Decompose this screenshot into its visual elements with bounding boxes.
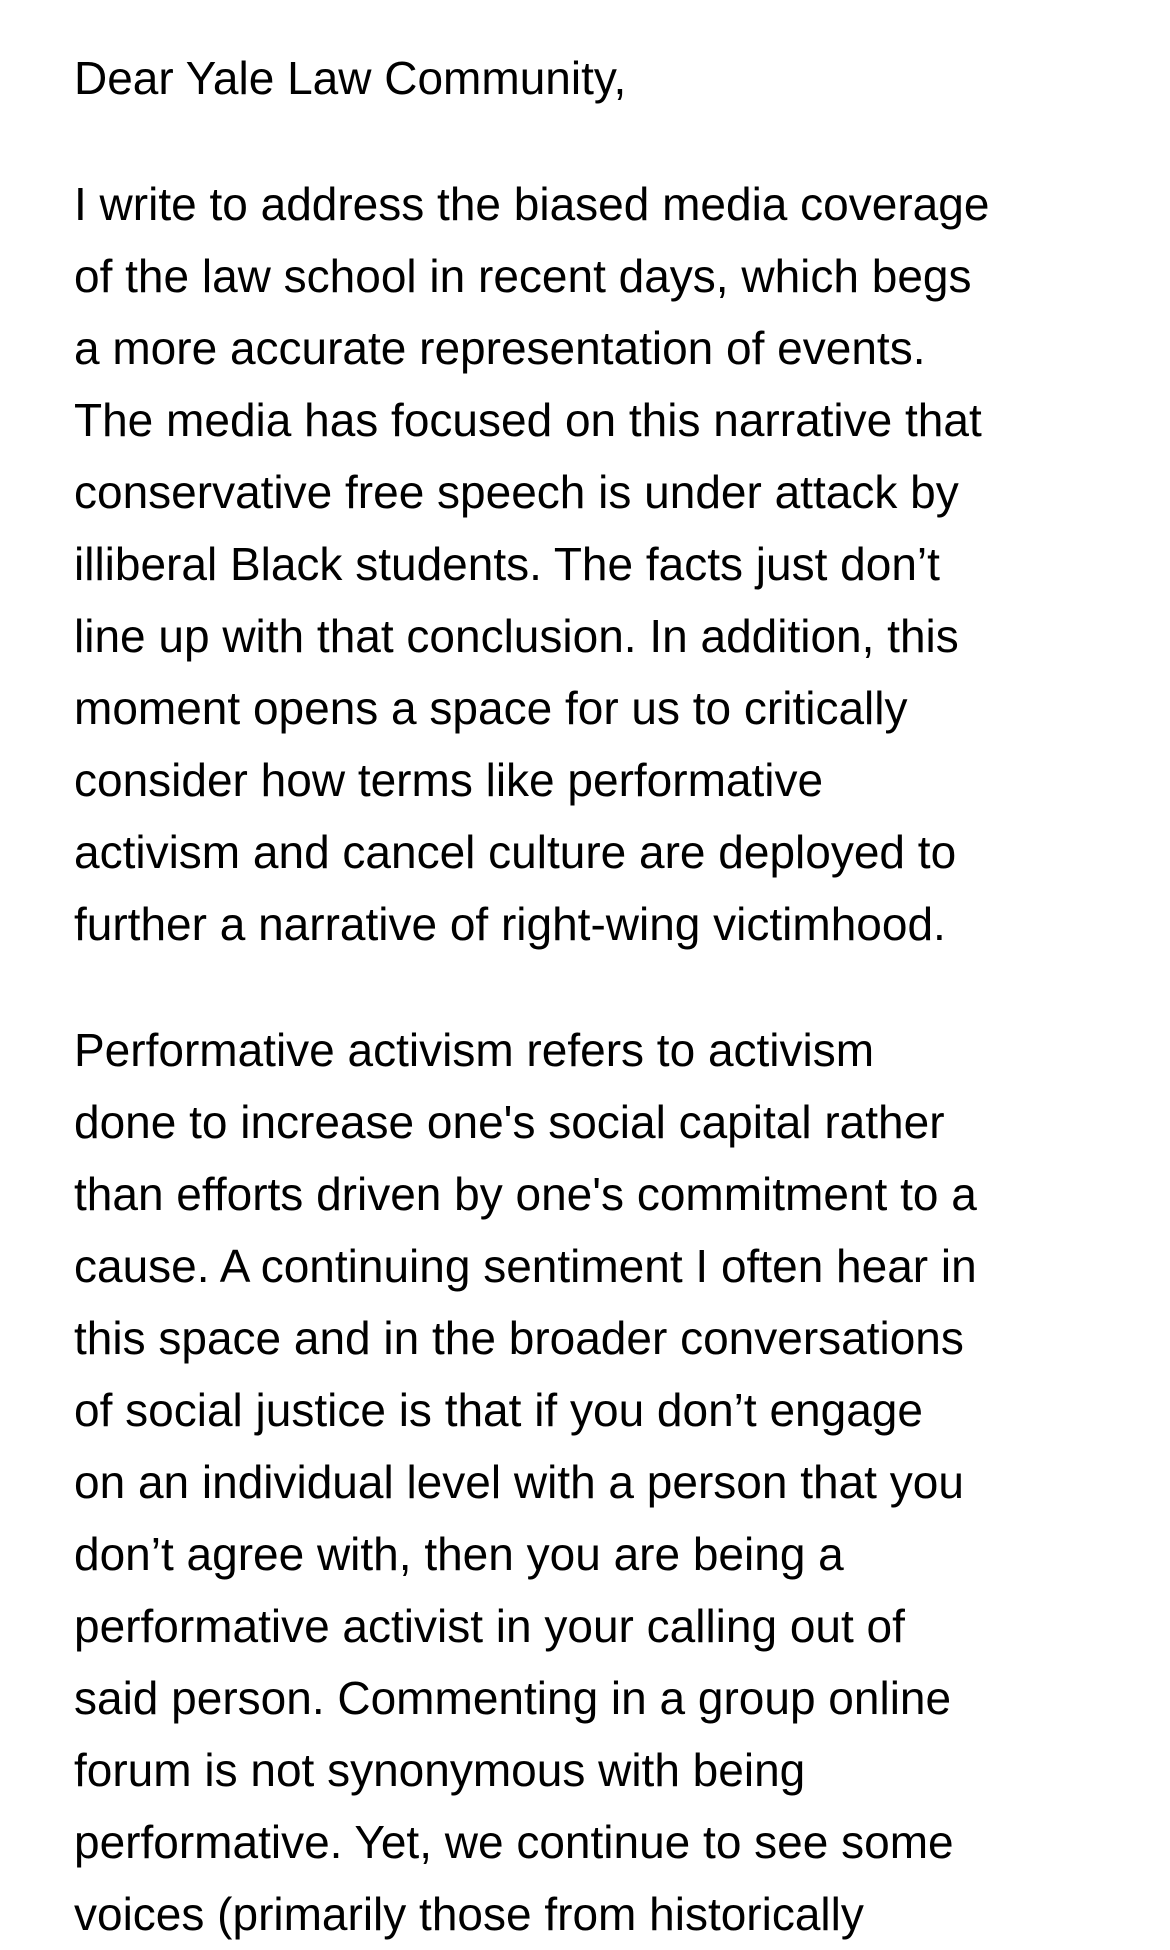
paragraph-line: consider how terms like performative <box>74 754 824 806</box>
paragraph-line: a more accurate representation of events. <box>74 322 926 374</box>
paragraph-line: voices (primarily those from historically <box>74 1888 864 1940</box>
paragraph-line: forum is not synonymous with being <box>74 1744 806 1796</box>
paragraph-2 <box>74 1014 1134 1950</box>
greeting: Dear Yale Law Community, <box>74 52 627 104</box>
paragraph-line: of social justice is that if you don’t engage <box>74 1384 923 1436</box>
letter-body <box>74 42 1134 1950</box>
paragraph-line: said person. Commenting in a group online <box>74 1672 952 1724</box>
paragraph-line: performative. Yet, we continue to see some <box>74 1816 954 1868</box>
paragraph-line: I write to address the biased media coverage <box>74 178 990 230</box>
paragraph-line: illiberal Black students. The facts just don’t <box>74 538 940 590</box>
paragraph-line: line up with that conclusion. In addition, this <box>74 610 959 662</box>
paragraph-1 <box>74 168 1134 960</box>
paragraph-line: cause. A continuing sentiment I often hear in <box>74 1240 977 1292</box>
paragraph-line: than efforts driven by one's commitment to a <box>74 1168 977 1220</box>
paragraph-line: conservative free speech is under attack by <box>74 466 959 518</box>
paragraph-line: this space and in the broader conversations <box>74 1312 964 1364</box>
paragraph-line: activism and cancel culture are deployed to <box>74 826 957 878</box>
paragraph-line: on an individual level with a person that you <box>74 1456 964 1508</box>
paragraph-line: further a narrative of right-wing victimhood. <box>74 898 946 950</box>
paragraph-line: done to increase one's social capital rather <box>74 1096 945 1148</box>
paragraph-line: Performative activism refers to activism <box>74 1024 875 1076</box>
paragraph-line: don’t agree with, then you are being a <box>74 1528 844 1580</box>
paragraph-line: moment opens a space for us to critically <box>74 682 908 734</box>
paragraph-line: The media has focused on this narrative that <box>74 394 982 446</box>
paragraph-line: of the law school in recent days, which begs <box>74 250 972 302</box>
paragraph-line: performative activist in your calling out of <box>74 1600 905 1652</box>
